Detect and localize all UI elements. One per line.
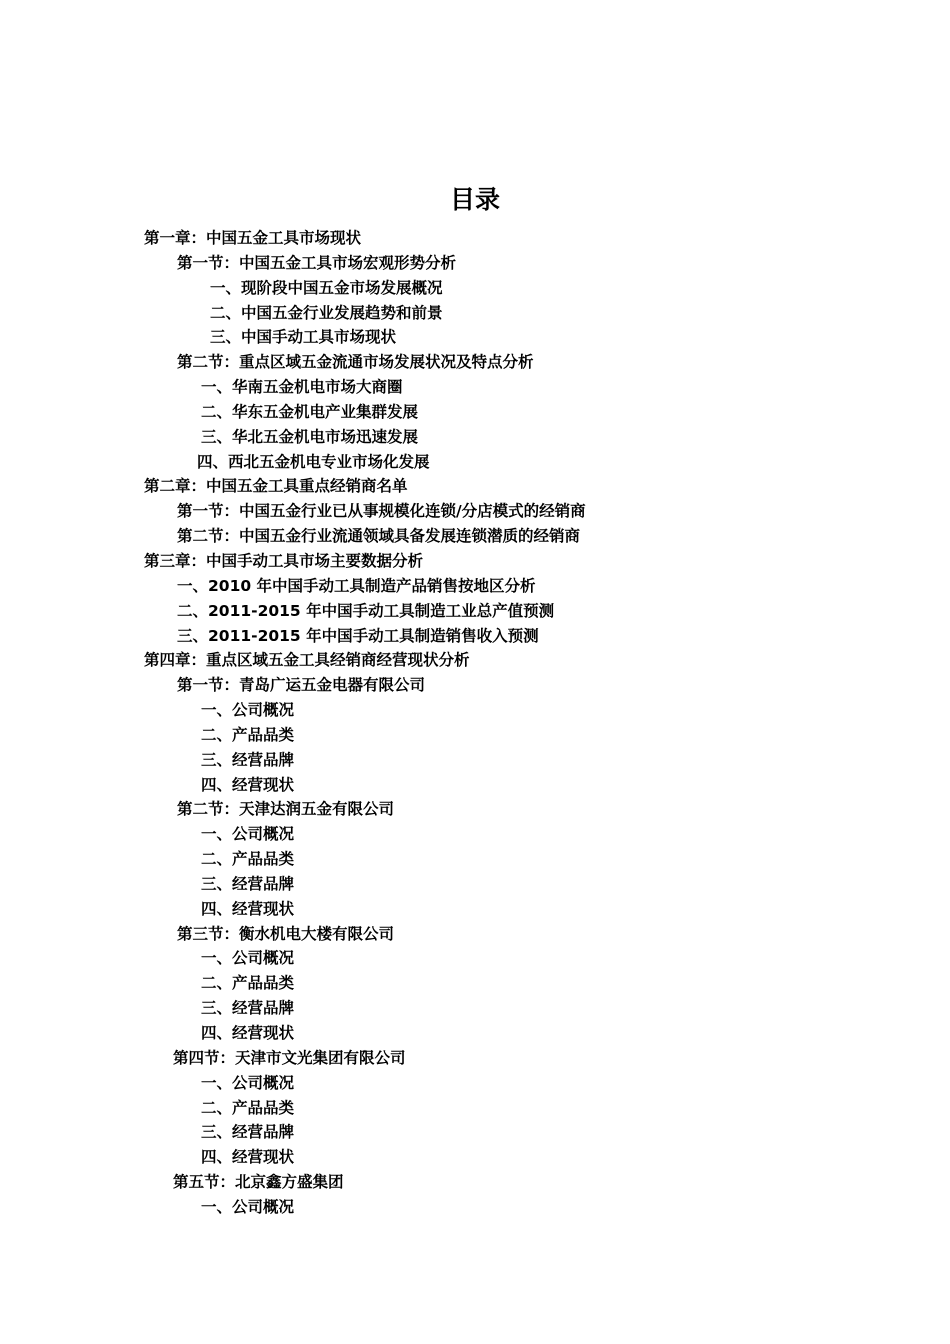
toc-item[interactable]: 二、中国五金行业发展趋势和前景 <box>210 303 443 322</box>
toc-section[interactable]: 第一节：青岛广运五金电器有限公司 <box>177 676 426 695</box>
toc-chapter[interactable]: 第二章：中国五金工具重点经销商名单 <box>144 477 408 496</box>
toc-section[interactable]: 第三节：衡水机电大楼有限公司 <box>177 924 395 943</box>
toc-item[interactable]: 三、经营品牌 <box>201 1123 295 1142</box>
toc-item[interactable]: 二、产品品类 <box>201 850 295 869</box>
toc-item[interactable]: 二、产品品类 <box>201 725 295 744</box>
toc-section[interactable]: 第一节：中国五金行业已从事规模化连锁/分店模式的经销商 <box>177 502 586 521</box>
toc-section[interactable]: 第五节：北京鑫方盛集团 <box>173 1173 344 1192</box>
toc-item[interactable]: 三、经营品牌 <box>201 750 295 769</box>
toc-item[interactable]: 二、华东五金机电产业集群发展 <box>201 402 419 421</box>
toc-item[interactable]: 二、2011-2015 年中国手动工具制造工业总产值预测 <box>177 601 555 620</box>
toc-item[interactable]: 四、经营现状 <box>201 1148 295 1167</box>
toc-item[interactable]: 四、经营现状 <box>201 1024 295 1042</box>
toc-item[interactable]: 三、2011-2015 年中国手动工具制造销售收入预测 <box>177 626 539 645</box>
toc-item[interactable]: 一、公司概况 <box>201 1197 295 1216</box>
toc-item[interactable]: 三、中国手动工具市场现状 <box>210 328 397 347</box>
toc-item[interactable]: 三、经营品牌 <box>201 999 295 1018</box>
toc-item[interactable]: 一、华南五金机电市场大商圈 <box>201 378 403 397</box>
toc-item[interactable]: 四、西北五金机电专业市场化发展 <box>197 452 430 471</box>
toc-chapter[interactable]: 第一章：中国五金工具市场现状 <box>144 229 362 247</box>
toc-title: 目录 <box>449 185 500 214</box>
toc-item[interactable]: 一、现阶段中国五金市场发展概况 <box>210 278 443 297</box>
toc-item[interactable]: 一、公司概况 <box>201 949 295 968</box>
toc-item[interactable]: 三、经营品牌 <box>201 874 295 893</box>
toc-item[interactable]: 四、经营现状 <box>201 775 295 794</box>
toc-chapter[interactable]: 第四章：重点区域五金工具经销商经营现状分析 <box>144 651 470 670</box>
toc-section[interactable]: 第一节：中国五金工具市场宏观形势分析 <box>177 253 457 272</box>
toc-item[interactable]: 一、公司概况 <box>201 825 295 844</box>
toc-section[interactable]: 第四节：天津市文光集团有限公司 <box>173 1048 406 1067</box>
toc-list <box>0 226 950 1220</box>
toc-section[interactable]: 第二节：天津达润五金有限公司 <box>177 800 395 819</box>
toc-item[interactable]: 一、2010 年中国手动工具制造产品销售按地区分析 <box>177 576 536 595</box>
toc-item[interactable]: 二、产品品类 <box>201 974 295 993</box>
toc-section[interactable]: 第二节：重点区域五金流通市场发展状况及特点分析 <box>177 353 534 372</box>
toc-item[interactable]: 一、公司概况 <box>201 701 295 720</box>
toc-item[interactable]: 一、公司概况 <box>201 1073 295 1092</box>
toc-item[interactable]: 二、产品品类 <box>201 1098 295 1117</box>
toc-chapter[interactable]: 第三章：中国手动工具市场主要数据分析 <box>144 551 424 570</box>
toc-item[interactable]: 三、华北五金机电市场迅速发展 <box>201 427 419 446</box>
toc-section[interactable]: 第二节：中国五金行业流通领域具备发展连锁潜质的经销商 <box>177 527 581 546</box>
toc-item[interactable]: 四、经营现状 <box>201 899 295 918</box>
